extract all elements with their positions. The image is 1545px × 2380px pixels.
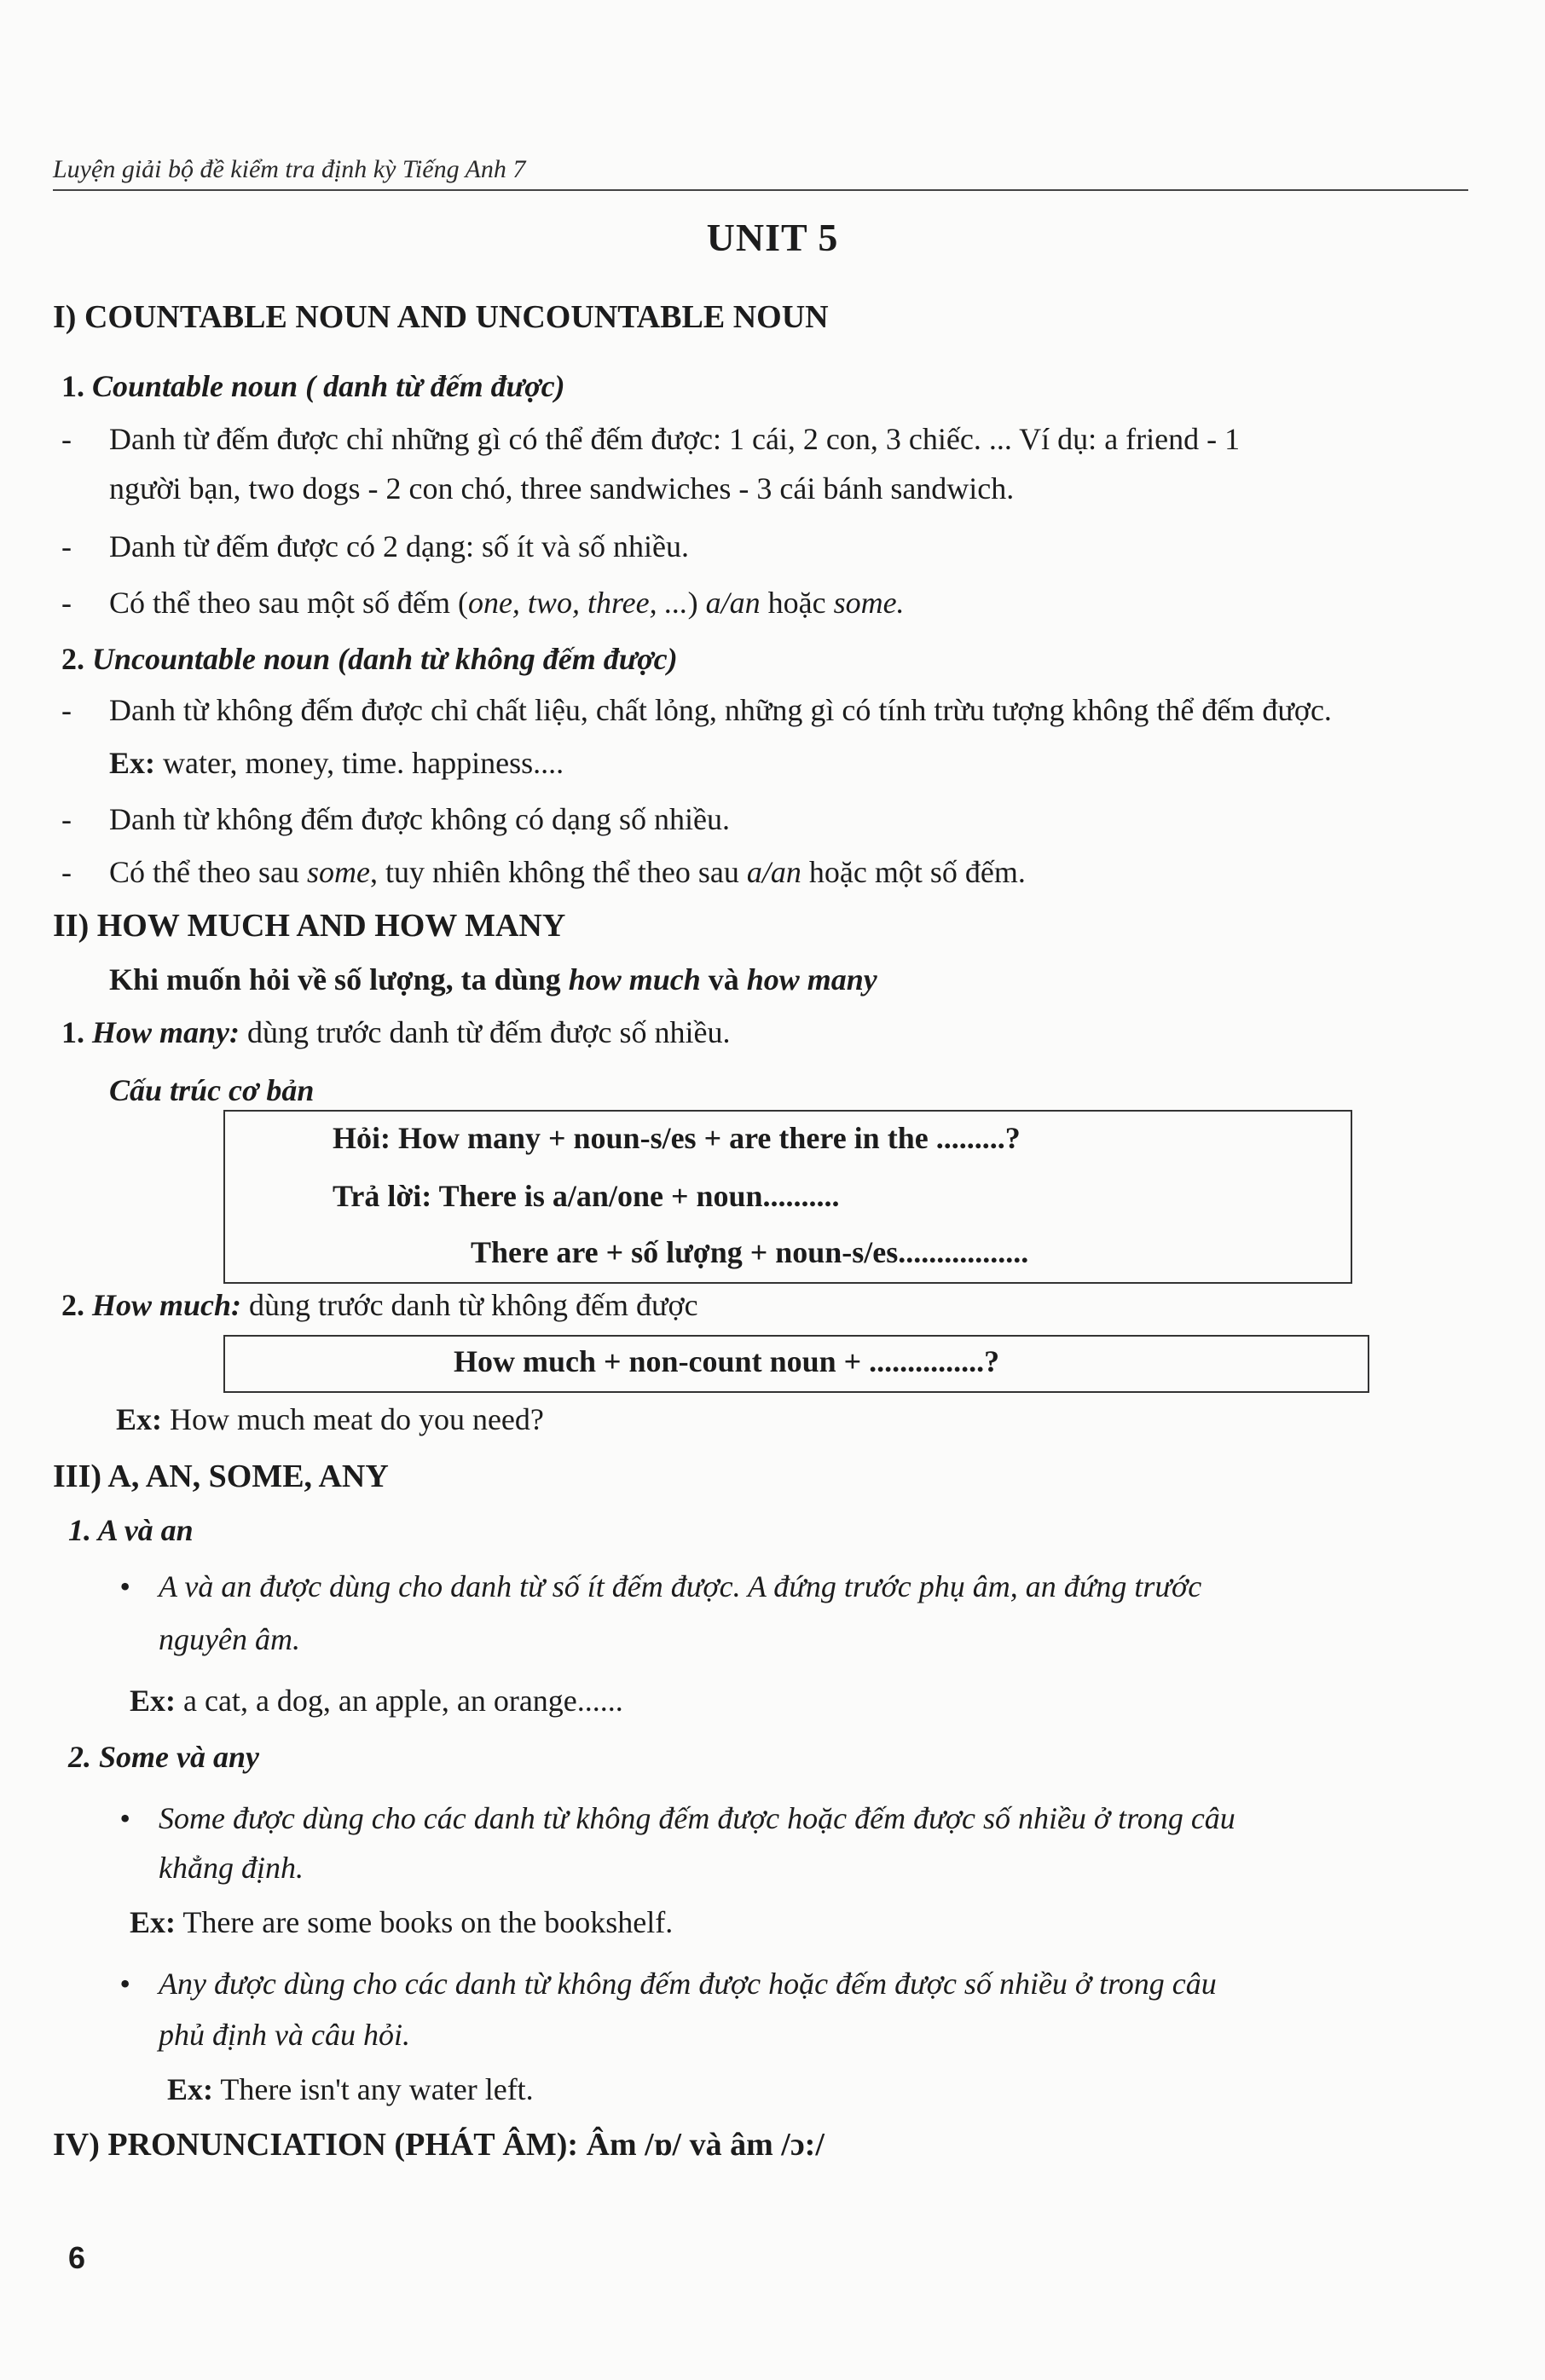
c3b: one, two, three, ... — [467, 586, 688, 620]
countable-heading — [61, 368, 565, 404]
dash: - — [61, 422, 72, 456]
a-an-example — [130, 1683, 623, 1719]
uncountable-heading — [61, 641, 678, 677]
how-many-number: 1. — [61, 1015, 84, 1049]
section-3-heading: III) A, AN, SOME, ANY — [53, 1459, 389, 1494]
c3a: Có thể theo sau một số đếm ( — [109, 586, 468, 620]
ex-label: Ex: — [109, 746, 155, 780]
ex-label: Ex: — [167, 2072, 213, 2106]
any-bullet-cont: phủ định và câu hỏi. — [159, 2018, 410, 2052]
box-question: Hỏi: How many + noun-s/es + are there in the .........? — [333, 1121, 1021, 1155]
dash: - — [61, 802, 72, 836]
u3a: Có thể theo sau — [109, 855, 307, 889]
how-many-line — [61, 1014, 731, 1050]
any-text: Any được dùng cho các danh từ không đếm được hoặc đếm được số nhiều ở trong câu — [159, 1967, 1217, 2001]
box-answer-2: There are + số lượng + noun-s/es................. — [471, 1235, 1029, 1269]
how-much-formula: How much + non-count noun + ...............? — [454, 1344, 1000, 1378]
uncountable-example — [109, 745, 564, 781]
dash: - — [61, 529, 72, 563]
how-much-desc: dùng trước danh từ không đếm được — [241, 1288, 698, 1322]
c3c: ) — [687, 586, 706, 620]
bullet-dot: • — [119, 1967, 130, 2001]
how-much-number: 2. — [61, 1288, 84, 1322]
some-text: Some được dùng cho các danh từ không đếm được hoặc đếm được số nhiều ở trong câu — [159, 1801, 1235, 1835]
countable-line-1b: người bạn, two dogs - 2 con chó, three sandwiches - 3 cái bánh sandwich. — [109, 471, 1015, 505]
any-example — [167, 2071, 534, 2107]
page-number: 6 — [68, 2240, 86, 2275]
countable-text-1: Danh từ đếm được chỉ những gì có thể đếm được: 1 cái, 2 con, 3 chiếc. ... Ví dụ: a friend - 1 — [109, 422, 1241, 456]
ex-text: How much meat do you need? — [162, 1402, 544, 1436]
c3f: some. — [833, 586, 905, 620]
a-an-heading: 1. A và an — [68, 1513, 194, 1547]
intro-d: how many — [746, 962, 877, 996]
how-many-title: How many: — [92, 1015, 240, 1049]
a-an-bullet — [119, 1568, 1201, 1604]
section-2-intro — [109, 962, 877, 997]
some-bullet — [119, 1800, 1235, 1836]
some-example — [130, 1904, 673, 1940]
countable-line-2 — [61, 529, 689, 564]
c3d: a/an — [705, 586, 761, 620]
section-2-heading: II) HOW MUCH AND HOW MANY — [53, 908, 566, 944]
running-header: Luyện giải bộ đề kiểm tra định kỳ Tiếng Anh 7 — [53, 155, 526, 183]
countable-number: 1. — [61, 369, 84, 403]
how-much-title: How much: — [92, 1288, 242, 1322]
uncountable-text-2: Danh từ không đếm được không có dạng số nhiều. — [109, 802, 730, 836]
u3d: a/an — [746, 855, 801, 889]
any-bullet — [119, 1966, 1217, 2002]
intro-a: Khi muốn hỏi về số lượng, ta dùng — [109, 962, 569, 996]
box-answer-1: Trả lời: There is a/an/one + noun.......... — [333, 1179, 840, 1213]
section-1-heading: I) COUNTABLE NOUN AND UNCOUNTABLE NOUN — [53, 299, 829, 335]
ex-label: Ex: — [130, 1905, 176, 1939]
countable-line-3 — [61, 585, 905, 621]
how-many-desc: dùng trước danh từ đếm được số nhiều. — [240, 1015, 731, 1049]
dash: - — [61, 693, 72, 727]
ex-label: Ex: — [116, 1402, 162, 1436]
unit-title: UNIT 5 — [706, 216, 839, 259]
uncountable-line-1 — [61, 692, 1332, 728]
how-much-example — [116, 1401, 544, 1437]
a-an-bullet-cont: nguyên âm. — [159, 1622, 300, 1656]
some-any-heading: 2. Some và any — [68, 1740, 259, 1774]
uncountable-number: 2. — [61, 642, 84, 676]
uncountable-line-2 — [61, 801, 730, 837]
ex-text: There are some books on the bookshelf. — [176, 1905, 674, 1939]
u3e: hoặc một số đếm. — [801, 855, 1026, 889]
some-bullet-cont: khẳng định. — [159, 1851, 304, 1885]
uncountable-line-3 — [61, 854, 1026, 890]
ex-text: water, money, time. happiness.... — [155, 746, 564, 780]
countable-title: Countable noun ( danh từ đếm được) — [92, 369, 565, 403]
intro-b: how much — [568, 962, 701, 996]
a-an-text: A và an được dùng cho danh từ số ít đếm được. A đứng trước phụ âm, an đứng trước — [159, 1569, 1202, 1603]
countable-text-2: Danh từ đếm được có 2 dạng: số ít và số nhiều. — [109, 529, 689, 563]
header-rule — [53, 189, 1468, 191]
countable-line-1 — [61, 421, 1240, 457]
ex-label: Ex: — [130, 1684, 176, 1718]
u3b: some — [306, 855, 370, 889]
ex-text: There isn't any water left. — [213, 2072, 534, 2106]
dash: - — [61, 586, 72, 620]
bullet-dot: • — [119, 1801, 130, 1835]
uncountable-title: Uncountable noun (danh từ không đếm được) — [92, 642, 678, 676]
how-much-line — [61, 1287, 698, 1323]
bullet-dot: • — [119, 1569, 130, 1603]
ex-text: a cat, a dog, an apple, an orange...... — [176, 1684, 623, 1718]
u3c: , tuy nhiên không thể theo sau — [369, 855, 747, 889]
section-4-heading: IV) PRONUNCIATION (PHÁT ÂM): Âm /ɒ/ và âm /ɔ:/ — [53, 2127, 825, 2163]
c3e: hoặc — [760, 586, 834, 620]
dash: - — [61, 855, 72, 889]
uncountable-text-1: Danh từ không đếm được chỉ chất liệu, chất lỏng, những gì có tính trừu tượng không thể đếm được. — [109, 693, 1332, 727]
structure-label: Cấu trúc cơ bản — [109, 1073, 315, 1107]
intro-c: và — [700, 962, 747, 996]
